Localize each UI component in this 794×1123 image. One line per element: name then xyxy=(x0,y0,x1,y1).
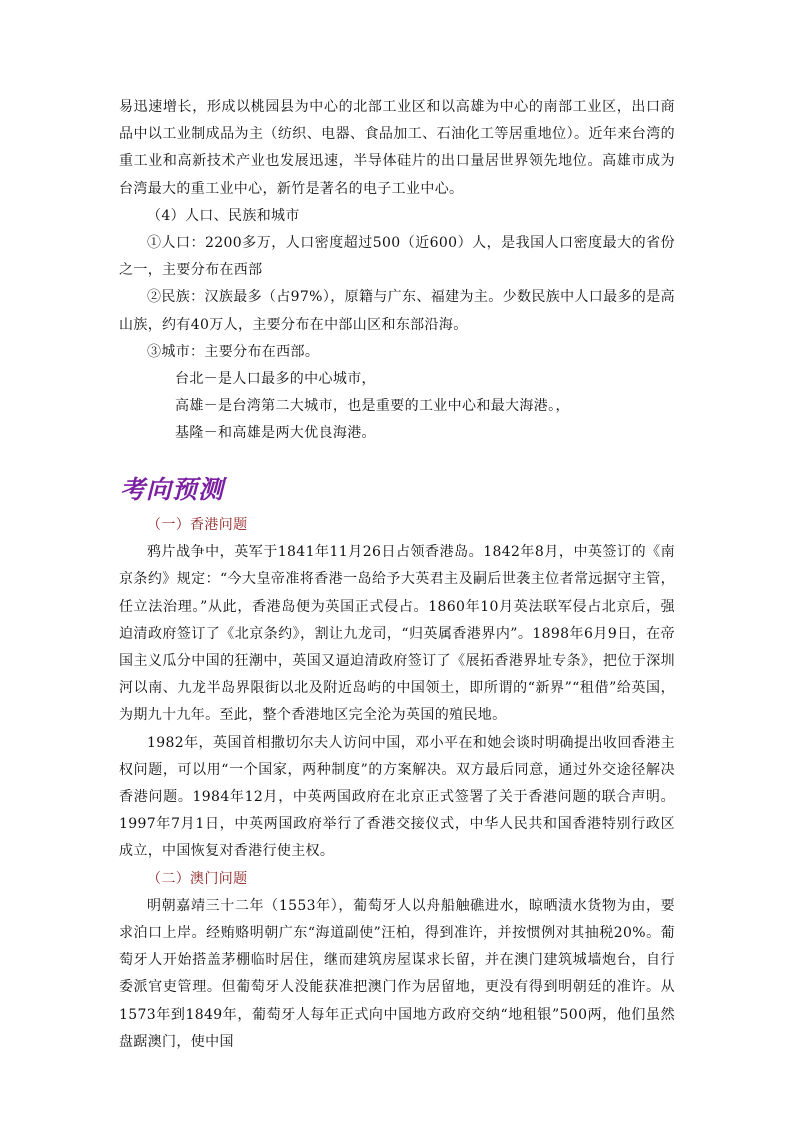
sub-heading: （一）香港问题 xyxy=(147,517,248,533)
paragraph: 鸦片战争中，英军于1841年11月26日占领香港岛。1842年8月，中英签订的《南京条约》规定：“今大皇帝准将香港一岛给予大英君主及嗣后世袭主位者常远据守主管，任立法治理。”从此，香港岛便为英国正式侵占。1860年10月英法联军侵占北京后，强迫清政府签订了《北京条约》，割让九龙司，“归英属香港界内”。1898年6月9日，在帝国主义瓜分中国的狂潮中，英国又逼迫清政府签订了《展拓香港界址专条》，把位于深圳河以南、九龙半岛界限街以北及附近岛屿的中国领土，即所谓的“新界”“租借”给英国，为期九十九年。至此，整个香港地区完全沦为英国的殖民地。 xyxy=(119,544,675,724)
paragraph: ③城市：主要分布在西部。 xyxy=(147,343,320,360)
paragraph: 1982年，英国首相撒切尔夫人访问中国，邓小平在和她会谈时明确提出收回香港主权问题，可以用“一个国家，两种制度”的方案解决。双方最后同意，通过外交途径解决香港问题。1984年12月，中英两国政府在北京正式签署了关于香港问题的联合声明。1997年7月1日，中英两国政府举行了香港交接仪式，中华人民共和国香港特别行政区成立，中国恢复对香港行使主权。 xyxy=(119,734,675,860)
text-block-hk-macau xyxy=(119,512,675,1056)
paragraph: 高雄－是台湾第二大城市，也是重要的工业中心和最大海港。， xyxy=(175,398,570,415)
paragraph: ②民族：汉族最多（占97%），原籍与广东、福建为主。少数民族中人口最多的是高山族，约有40万人，主要分布在中部山区和东部沿海。 xyxy=(119,289,675,333)
text-block-taiwan xyxy=(119,94,675,448)
section-heading: 考向预测 xyxy=(120,475,225,504)
paragraph: 基隆－和高雄是两大优良海港。 xyxy=(175,425,376,442)
paragraph: 台北－是人口最多的中心城市， xyxy=(175,371,376,388)
paragraph: 明朝嘉靖三十二年（1553年），葡萄牙人以舟船触礁进水，晾晒渍水货物为由，要求泊口上岸。经贿赂明朝广东“海道副使”汪柏，得到准许，并按惯例对其抽税20%。葡萄牙人开始搭盖茅棚临时居住，继而建筑房屋谋求长留，并在澳门建筑城墙炮台，自行委派官吏管理。但葡萄牙人没能获准把澳门作为居留地，更没有得到明朝廷的准许。从1573年到1849年，葡萄牙人每年正式向中国地方政府交纳“地租银”500两，他们虽然盘踞澳门，使中国 xyxy=(119,897,675,1050)
paragraph: 易迅速增长，形成以桃园县为中心的北部工业区和以高雄为中心的南部工业区，出口商品中以工业制成品为主（纺织、电器、食品加工、石油化工等居重地位）。近年来台湾的重工业和高新技术产业也发展迅速，半导体硅片的出口量居世界领先地位。高雄市成为台湾最大的重工业中心，新竹是著名的电子工业中心。 xyxy=(119,99,675,197)
sub-heading: （二）澳门问题 xyxy=(147,870,248,887)
paragraph: ①人口：2200多万，人口密度超过500（近600）人，是我国人口密度最大的省份之一，主要分布在西部 xyxy=(119,235,675,279)
paragraph: （4）人口、民族和城市 xyxy=(147,207,300,224)
